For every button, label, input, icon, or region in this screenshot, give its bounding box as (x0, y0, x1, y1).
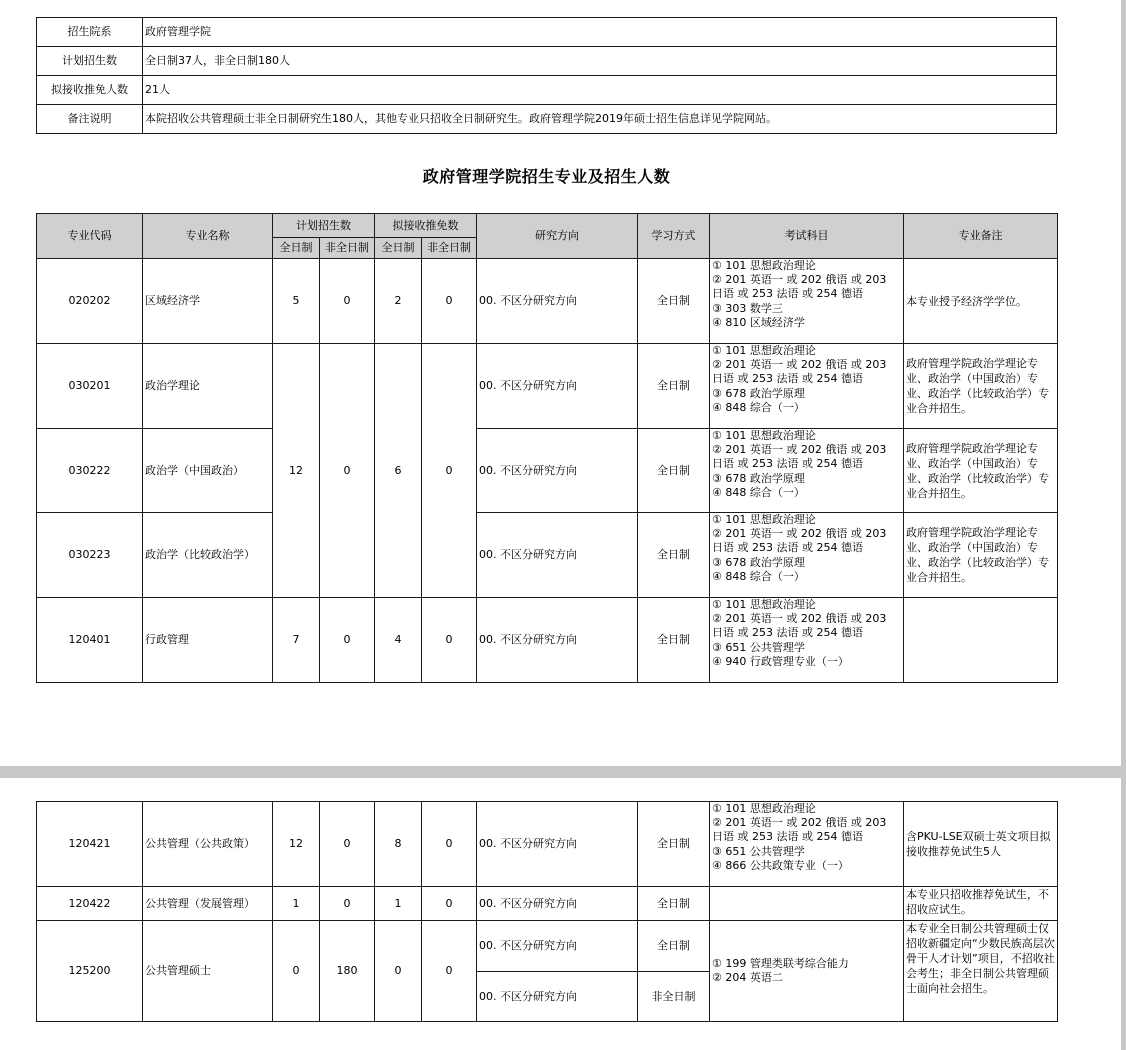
plan-fulltime: 5 (273, 259, 320, 344)
exam-line: ① 101 思想政治理论 (712, 344, 816, 357)
exam-subjects (710, 802, 904, 887)
research-direction: 00. 不区分研究方向 (477, 802, 638, 887)
exam-line: ③ 303 数学三 (712, 301, 783, 315)
exam-line: 日语 或 253 法语 或 254 德语 (712, 626, 863, 640)
study-mode: 全日制 (638, 344, 710, 429)
major-note: 政府管理学院政治学理论专业、政治学（中国政治）专业、政治学（比较政治学）专业合并招生。 (904, 344, 1058, 429)
exam-line: ② 201 英语一 或 202 俄语 或 203 (712, 816, 887, 830)
header-code: 专业代码 (37, 214, 143, 259)
header-mode: 学习方式 (638, 214, 710, 259)
major-code: 020202 (37, 259, 143, 344)
exam-line: ④ 848 综合（一） (712, 400, 805, 414)
major-note: 含PKU-LSE双硕士英文项目拟接收推荐免试生5人 (904, 802, 1058, 887)
exam-line: ② 204 英语二 (712, 971, 783, 984)
major-code: 120422 (37, 887, 143, 921)
exam-line: ③ 678 政治学原理 (712, 471, 805, 485)
major-name: 公共管理（发展管理） (143, 887, 273, 921)
info-value: 全日制37人，非全日制180人 (143, 47, 1057, 76)
table-row (37, 344, 1058, 429)
rec-parttime: 0 (422, 802, 477, 887)
header-plan: 计划招生数 (273, 214, 375, 238)
exam-line: ② 201 英语一 或 202 俄语 或 203 (712, 273, 887, 287)
exam-line: ① 101 思想政治理论 (712, 802, 816, 815)
major-code: 120401 (37, 598, 143, 683)
study-mode: 全日制 (638, 598, 710, 683)
major-code: 030201 (37, 344, 143, 429)
exam-line: 日语 或 253 法语 或 254 德语 (712, 541, 863, 555)
major-note: 本专业全日制公共管理硕士仅招收新疆定向“少数民族高层次骨干人才计划”项目，不招收社会考生；非全日制公共管理硕士面向社会招生。 (904, 921, 1058, 1022)
rec-parttime: 0 (422, 921, 477, 1022)
plan-fulltime: 7 (273, 598, 320, 683)
rec-fulltime: 1 (375, 887, 422, 921)
study-mode: 全日制 (638, 887, 710, 921)
plan-fulltime: 0 (273, 921, 320, 1022)
table-row (37, 802, 1058, 887)
major-note: 政府管理学院政治学理论专业、政治学（中国政治）专业、政治学（比较政治学）专业合并招生。 (904, 429, 1058, 513)
major-code: 125200 (37, 921, 143, 1022)
research-direction: 00. 不区分研究方向 (477, 972, 638, 1022)
info-table (36, 17, 1057, 134)
exam-line: ① 101 思想政治理论 (712, 429, 816, 442)
plan-parttime: 180 (320, 921, 375, 1022)
plan-fulltime: 1 (273, 887, 320, 921)
exam-line: ① 199 管理类联考综合能力 (712, 956, 849, 970)
exam-line: 日语 或 253 法语 或 254 德语 (712, 287, 863, 301)
info-value: 21人 (143, 76, 1057, 105)
major-note (904, 598, 1058, 683)
header-direction: 研究方向 (477, 214, 638, 259)
exam-line: ④ 940 行政管理专业（一） (712, 654, 849, 668)
header-name: 专业名称 (143, 214, 273, 259)
research-direction: 00. 不区分研究方向 (477, 921, 638, 972)
exam-line: ④ 866 公共政策专业（一） (712, 858, 849, 872)
header-note: 专业备注 (904, 214, 1058, 259)
rec-fulltime: 6 (375, 344, 422, 598)
rec-fulltime: 2 (375, 259, 422, 344)
exam-line: ③ 651 公共管理学 (712, 640, 805, 654)
major-name: 公共管理硕士 (143, 921, 273, 1022)
exam-subjects (710, 344, 904, 429)
study-mode: 全日制 (638, 429, 710, 513)
major-name: 政治学理论 (143, 344, 273, 429)
info-row-plan (37, 47, 1057, 76)
research-direction: 00. 不区分研究方向 (477, 259, 638, 344)
rec-fulltime: 4 (375, 598, 422, 683)
study-mode: 非全日制 (638, 972, 710, 1022)
exam-line: ③ 651 公共管理学 (712, 844, 805, 858)
rec-parttime: 0 (422, 259, 477, 344)
table-row (37, 429, 1058, 513)
table-row (37, 259, 1058, 344)
exam-line: ① 101 思想政治理论 (712, 259, 816, 272)
major-name: 政治学（中国政治） (143, 429, 273, 513)
major-name: 公共管理（公共政策） (143, 802, 273, 887)
major-name: 政治学（比较政治学） (143, 513, 273, 598)
exam-line: 日语 或 253 法语 或 254 德语 (712, 457, 863, 471)
exam-subjects (710, 598, 904, 683)
study-mode: 全日制 (638, 921, 710, 972)
plan-parttime: 0 (320, 802, 375, 887)
info-label: 拟接收推免人数 (37, 76, 143, 105)
major-code: 030222 (37, 429, 143, 513)
info-row-department (37, 18, 1057, 47)
major-name: 行政管理 (143, 598, 273, 683)
info-row-recommend (37, 76, 1057, 105)
info-label: 计划招生数 (37, 47, 143, 76)
exam-line: ② 201 英语一 或 202 俄语 或 203 (712, 612, 887, 626)
exam-subjects (710, 887, 904, 921)
exam-line: ④ 848 综合（一） (712, 485, 805, 499)
exam-line: 日语 或 253 法语 或 254 德语 (712, 372, 863, 386)
rec-fulltime: 8 (375, 802, 422, 887)
plan-parttime: 0 (320, 887, 375, 921)
header-exam: 考试科目 (710, 214, 904, 259)
exam-subjects (710, 921, 904, 1022)
study-mode: 全日制 (638, 259, 710, 344)
header-recommend: 拟接收推免数 (375, 214, 477, 238)
info-label: 招生院系 (37, 18, 143, 47)
exam-line: ③ 678 政治学原理 (712, 555, 805, 569)
info-label: 备注说明 (37, 105, 143, 134)
exam-line: ④ 810 区域经济学 (712, 315, 805, 329)
study-mode: 全日制 (638, 802, 710, 887)
header-rec-fulltime: 全日制 (375, 238, 422, 259)
major-note: 本专业授予经济学学位。 (904, 259, 1058, 344)
exam-subjects (710, 513, 904, 598)
exam-line: ② 201 英语一 或 202 俄语 或 203 (712, 358, 887, 372)
plan-parttime: 0 (320, 598, 375, 683)
major-note: 本专业只招收推荐免试生，不招收应试生。 (904, 887, 1058, 921)
major-name: 区域经济学 (143, 259, 273, 344)
exam-line: ① 101 思想政治理论 (712, 598, 816, 611)
header-plan-parttime: 非全日制 (320, 238, 375, 259)
major-code: 120421 (37, 802, 143, 887)
plan-fulltime: 12 (273, 802, 320, 887)
plan-parttime: 0 (320, 344, 375, 598)
page-title: 政府管理学院招生专业及招生人数 (422, 167, 671, 186)
majors-table-continued (36, 801, 1058, 1022)
research-direction: 00. 不区分研究方向 (477, 887, 638, 921)
exam-line: ② 201 英语一 或 202 俄语 或 203 (712, 443, 887, 457)
major-code: 030223 (37, 513, 143, 598)
table-row (37, 598, 1058, 683)
table-row (37, 513, 1058, 598)
rec-parttime: 0 (422, 887, 477, 921)
research-direction: 00. 不区分研究方向 (477, 344, 638, 429)
table-row (37, 887, 1058, 921)
plan-fulltime: 12 (273, 344, 320, 598)
research-direction: 00. 不区分研究方向 (477, 513, 638, 598)
header-plan-fulltime: 全日制 (273, 238, 320, 259)
rec-fulltime: 0 (375, 921, 422, 1022)
table-row (37, 921, 1058, 972)
exam-line: ④ 848 综合（一） (712, 569, 805, 583)
majors-table (36, 213, 1058, 683)
rec-parttime: 0 (422, 598, 477, 683)
major-note: 政府管理学院政治学理论专业、政治学（中国政治）专业、政治学（比较政治学）专业合并招生。 (904, 513, 1058, 598)
info-row-remark (37, 105, 1057, 134)
exam-line: ③ 678 政治学原理 (712, 386, 805, 400)
info-value: 本院招收公共管理硕士非全日制研究生180人，其他专业只招收全日制研究生。政府管理学院2019年硕士招生信息详见学院网站。 (143, 105, 1057, 134)
plan-parttime: 0 (320, 259, 375, 344)
header-rec-parttime: 非全日制 (422, 238, 477, 259)
exam-subjects (710, 429, 904, 513)
exam-line: 日语 或 253 法语 或 254 德语 (712, 830, 863, 844)
info-value: 政府管理学院 (143, 18, 1057, 47)
page-break (0, 766, 1126, 778)
exam-line: ① 101 思想政治理论 (712, 513, 816, 526)
research-direction: 00. 不区分研究方向 (477, 429, 638, 513)
rec-parttime: 0 (422, 344, 477, 598)
exam-line: ② 201 英语一 或 202 俄语 或 203 (712, 527, 887, 541)
research-direction: 00. 不区分研究方向 (477, 598, 638, 683)
scrollbar[interactable] (1121, 0, 1126, 1050)
exam-subjects (710, 259, 904, 344)
study-mode: 全日制 (638, 513, 710, 598)
